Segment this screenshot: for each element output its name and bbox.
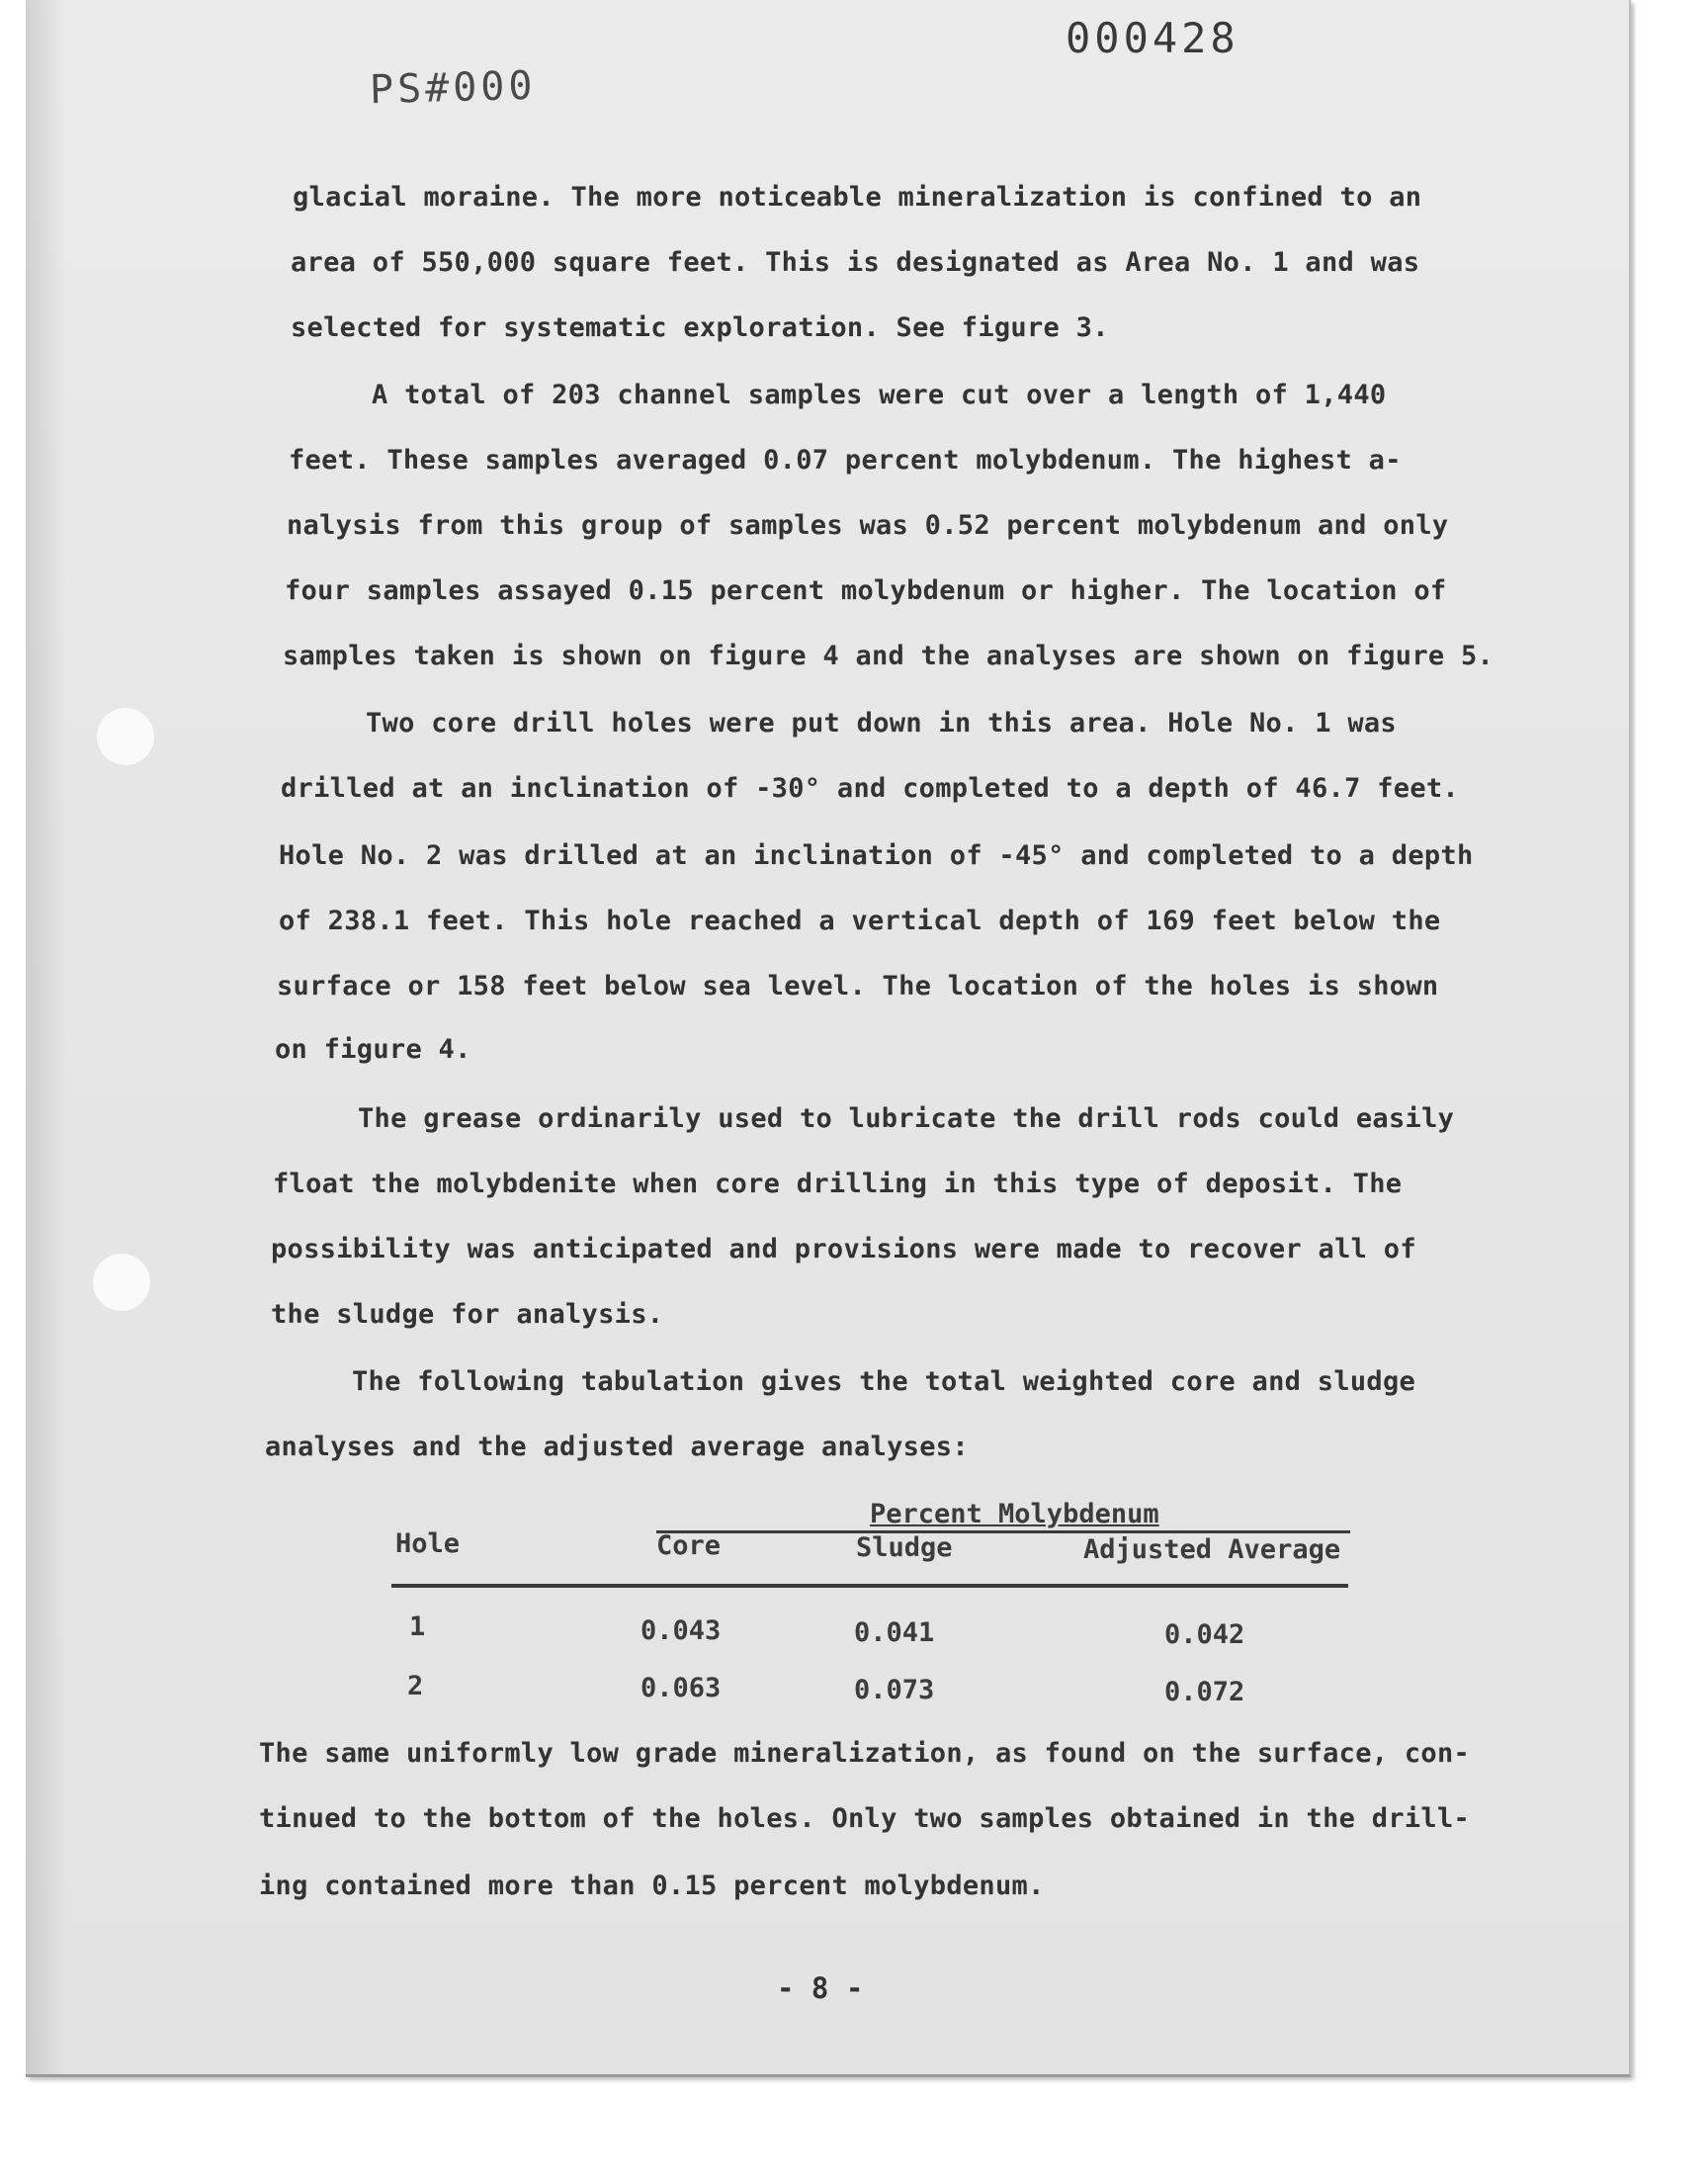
body-line: samples taken is shown on figure 4 and the analyses are shown on figure 5.: [283, 641, 1494, 671]
table-cell-hole: 1: [409, 1611, 426, 1642]
table-cell-core: 0.043: [640, 1615, 722, 1646]
body-line: nalysis from this group of samples was 0.52 percent molybdenum and only: [287, 510, 1449, 541]
body-line: ing contained more than 0.15 percent molybdenum.: [259, 1870, 1045, 1901]
body-line: Two core drill holes were put down in this area. Hole No. 1 was: [366, 708, 1397, 739]
body-line: A total of 203 channel samples were cut over a length of 1,440: [372, 380, 1387, 410]
column-header-sludge: Sludge: [856, 1532, 953, 1563]
table-group-header: Percent Molybdenum: [870, 1499, 1159, 1529]
table-cell-hole: 2: [407, 1671, 424, 1701]
body-line: float the molybdenite when core drilling in this type of deposit. The: [273, 1169, 1403, 1199]
body-line: drilled at an inclination of -30° and completed to a depth of 46.7 feet.: [281, 773, 1459, 804]
page-edge-shadow: [26, 0, 65, 2074]
table-cell-sludge: 0.041: [854, 1617, 935, 1648]
body-line: the sludge for analysis.: [271, 1299, 664, 1330]
body-line: area of 550,000 square feet. This is designated as Area No. 1 and was: [291, 247, 1420, 278]
body-line: glacial moraine. The more noticeable mineralization is confined to an: [293, 182, 1422, 213]
column-header-adjusted-average: Adjusted Average: [1083, 1534, 1341, 1565]
body-line: Hole No. 2 was drilled at an inclination of -45° and completed to a depth: [279, 840, 1474, 871]
table-cell-adjusted-average: 0.042: [1164, 1619, 1245, 1650]
punch-hole-upper: [97, 708, 154, 765]
table-cell-sludge: 0.073: [854, 1675, 935, 1705]
group-header-rule: [656, 1530, 1350, 1533]
body-line: feet. These samples averaged 0.07 percent molybdenum. The highest a-: [289, 445, 1402, 476]
table-cell-adjusted-average: 0.072: [1164, 1677, 1245, 1707]
header-rule: [391, 1584, 1348, 1588]
body-line: surface or 158 feet below sea level. The location of the holes is shown: [277, 971, 1439, 1001]
body-line: of 238.1 feet. This hole reached a vertical depth of 169 feet below the: [279, 906, 1441, 936]
body-line: tinued to the bottom of the holes. Only two samples obtained in the drill-: [259, 1803, 1471, 1834]
body-line: on figure 4.: [275, 1034, 471, 1065]
body-line: analyses and the adjusted average analyses:: [265, 1432, 969, 1462]
body-line: four samples assayed 0.15 percent molybdenum or higher. The location of: [285, 575, 1447, 606]
body-line: The grease ordinarily used to lubricate the drill rods could easily: [358, 1103, 1455, 1134]
table-cell-core: 0.063: [640, 1673, 722, 1703]
body-line: The following tabulation gives the total weighted core and sludge: [352, 1366, 1416, 1397]
body-line: possibility was anticipated and provisions were made to recover all of: [271, 1234, 1416, 1264]
body-line: The same uniformly low grade mineralization, as found on the surface, con-: [259, 1738, 1471, 1769]
ps-number-stamp: PS#000: [369, 62, 538, 114]
column-header-hole: Hole: [395, 1528, 461, 1559]
body-line: selected for systematic exploration. See figure 3.: [291, 312, 1109, 343]
column-header-core: Core: [656, 1530, 722, 1561]
document-number-stamp: 000428: [1066, 14, 1239, 62]
punch-hole-lower: [93, 1254, 150, 1311]
page-number: - 8 -: [777, 1971, 864, 2005]
